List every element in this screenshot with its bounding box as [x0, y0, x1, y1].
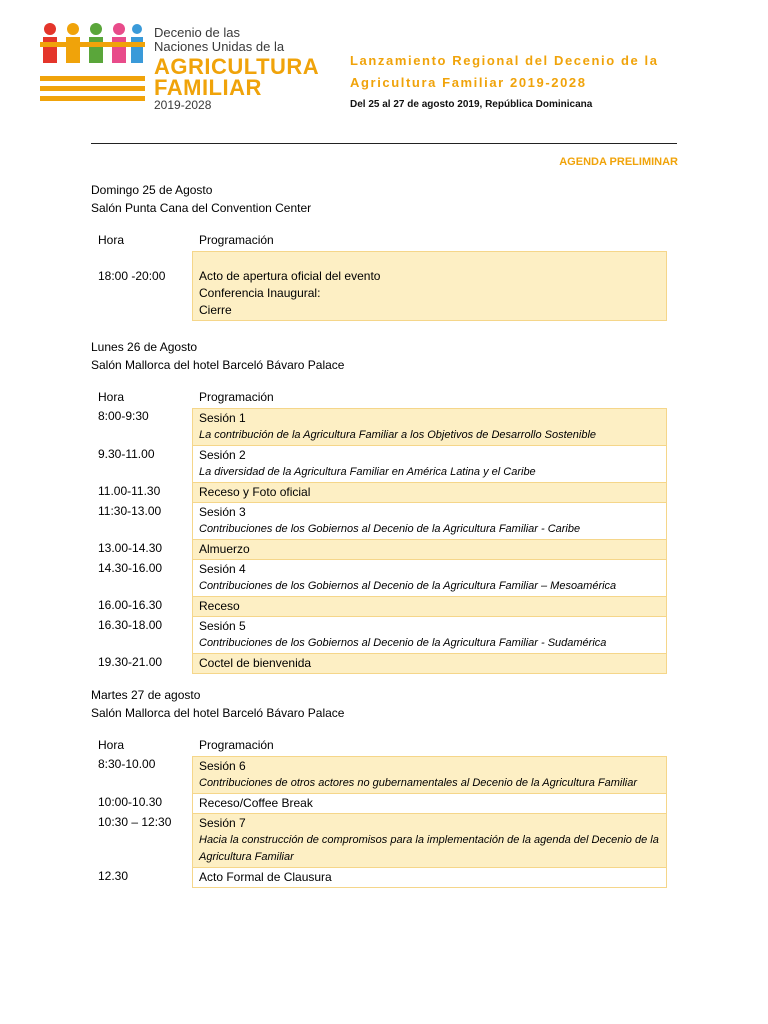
row-time: 10:30 – 12:30 [98, 815, 172, 829]
program-description: Contribuciones de otros actores no gubernamentales al Decenio de la Agricultura Familiar [199, 777, 637, 789]
agenda-row [91, 503, 679, 540]
family-figures-icon [40, 20, 145, 120]
agenda-row [91, 868, 679, 888]
header-hora: Hora [98, 390, 125, 404]
program-title: Coctel de bienvenida [199, 656, 312, 670]
header-programacion: Programación [199, 738, 274, 752]
day-date: Lunes 26 de Agosto [91, 340, 198, 354]
header-programacion: Programación [199, 390, 274, 404]
day-venue: Salón Mallorca del hotel Barceló Bávaro Palace [91, 358, 345, 372]
row-time: 16.30-18.00 [98, 618, 163, 632]
row-program [192, 654, 667, 674]
agenda-row [91, 408, 679, 446]
column-headers [91, 390, 679, 408]
program-title: Receso y Foto oficial [199, 485, 311, 499]
program-title: Acto Formal de Clausura [199, 870, 332, 884]
logo-years: 2019-2028 [154, 98, 212, 112]
agenda-row [91, 560, 679, 597]
header-hora: Hora [98, 738, 125, 752]
program-title: Sesión 3 [199, 505, 246, 519]
program-title: Sesión 5 [199, 619, 246, 633]
program-line: Cierre [199, 303, 232, 317]
program-title: Sesión 2 [199, 448, 246, 462]
logo-line-1: Decenio de las [154, 25, 240, 40]
agenda-row [91, 617, 679, 654]
day-date: Martes 27 de agosto [91, 688, 201, 702]
program-description: La diversidad de la Agricultura Familiar en América Latina y el Caribe [199, 466, 536, 478]
program-title: Receso/Coffee Break [199, 796, 313, 810]
agenda-row [91, 794, 679, 814]
row-time: 13.00-14.30 [98, 541, 163, 555]
agenda-row [91, 597, 679, 617]
day-date: Domingo 25 de Agosto [91, 183, 213, 197]
event-subtitle: Del 25 al 27 de agosto 2019, República Dominicana [350, 99, 593, 110]
row-program [192, 446, 667, 483]
row-program [192, 560, 667, 597]
divider [91, 143, 677, 144]
day-section [91, 686, 679, 888]
agenda-row [91, 483, 679, 503]
row-time: 12.30 [98, 869, 129, 883]
row-program [192, 408, 667, 446]
row-program [192, 597, 667, 617]
header-hora: Hora [98, 233, 125, 247]
agenda-row [91, 251, 679, 321]
day-venue: Salón Punta Cana del Convention Center [91, 201, 312, 215]
day-section [91, 181, 679, 321]
logo-big-1: AGRICULTURA [154, 54, 320, 79]
agenda-row [91, 814, 679, 868]
column-headers [91, 233, 679, 251]
program-line: Acto de apertura oficial del evento [199, 269, 381, 283]
row-program [192, 868, 667, 888]
row-time: 8:00-9:30 [98, 409, 149, 423]
program-title: Almuerzo [199, 542, 250, 556]
row-program [192, 540, 667, 560]
program-title: Sesión 1 [199, 411, 246, 425]
row-time: 19.30-21.00 [98, 655, 163, 669]
day-venue: Salón Mallorca del hotel Barceló Bávaro Palace [91, 706, 345, 720]
row-program [192, 503, 667, 540]
row-time: 11.00-11.30 [98, 484, 161, 498]
program-title: Receso [199, 599, 240, 613]
program-line: Conferencia Inaugural: [199, 286, 321, 300]
agenda-row [91, 756, 679, 794]
row-time: 14.30-16.00 [98, 561, 163, 575]
agenda-row [91, 540, 679, 560]
row-time: 10:00-10.30 [98, 795, 163, 809]
row-time: 18:00 -20:00 [98, 269, 166, 283]
row-time: 8:30-10.00 [98, 757, 156, 771]
header-programacion: Programación [199, 233, 274, 247]
program-title: Sesión 6 [199, 759, 246, 773]
agenda-row [91, 654, 679, 674]
agenda-row [91, 446, 679, 483]
row-time: 11:30-13.00 [98, 504, 162, 518]
program-description: Contribuciones de los Gobiernos al Decenio de la Agricultura Familiar - Caribe [199, 523, 581, 535]
row-program [192, 251, 667, 321]
logo-big-2: FAMILIAR [154, 75, 262, 100]
document-header [0, 0, 768, 130]
row-time: 9.30-11.00 [98, 447, 155, 461]
program-description: Contribuciones de los Gobiernos al Decenio de la Agricultura Familiar - Sudamérica [199, 637, 607, 649]
day-section [91, 338, 679, 674]
program-title: Sesión 4 [199, 562, 246, 576]
row-program [192, 617, 667, 654]
column-headers [91, 738, 679, 756]
row-time: 16.00-16.30 [98, 598, 163, 612]
row-program [192, 814, 667, 868]
program-description: Hacia la construcción de compromisos para la implementación de la agenda del Decenio de la Agricultura Familiar [199, 834, 659, 863]
program-description: La contribución de la Agricultura Familiar a los Objetivos de Desarrollo Sostenible [199, 429, 597, 441]
decade-logo [40, 20, 340, 120]
row-program [192, 483, 667, 503]
program-description: Contribuciones de los Gobiernos al Decenio de la Agricultura Familiar – Mesoamérica [199, 580, 617, 592]
row-program [192, 794, 667, 814]
program-title: Sesión 7 [199, 816, 246, 830]
agenda-label: AGENDA PRELIMINAR [559, 156, 678, 168]
event-title: Lanzamiento Regional del Decenio de la Agricultura Familiar 2019-2028 [350, 53, 659, 90]
logo-line-2: Naciones Unidas de la [154, 39, 285, 54]
row-program [192, 756, 667, 794]
